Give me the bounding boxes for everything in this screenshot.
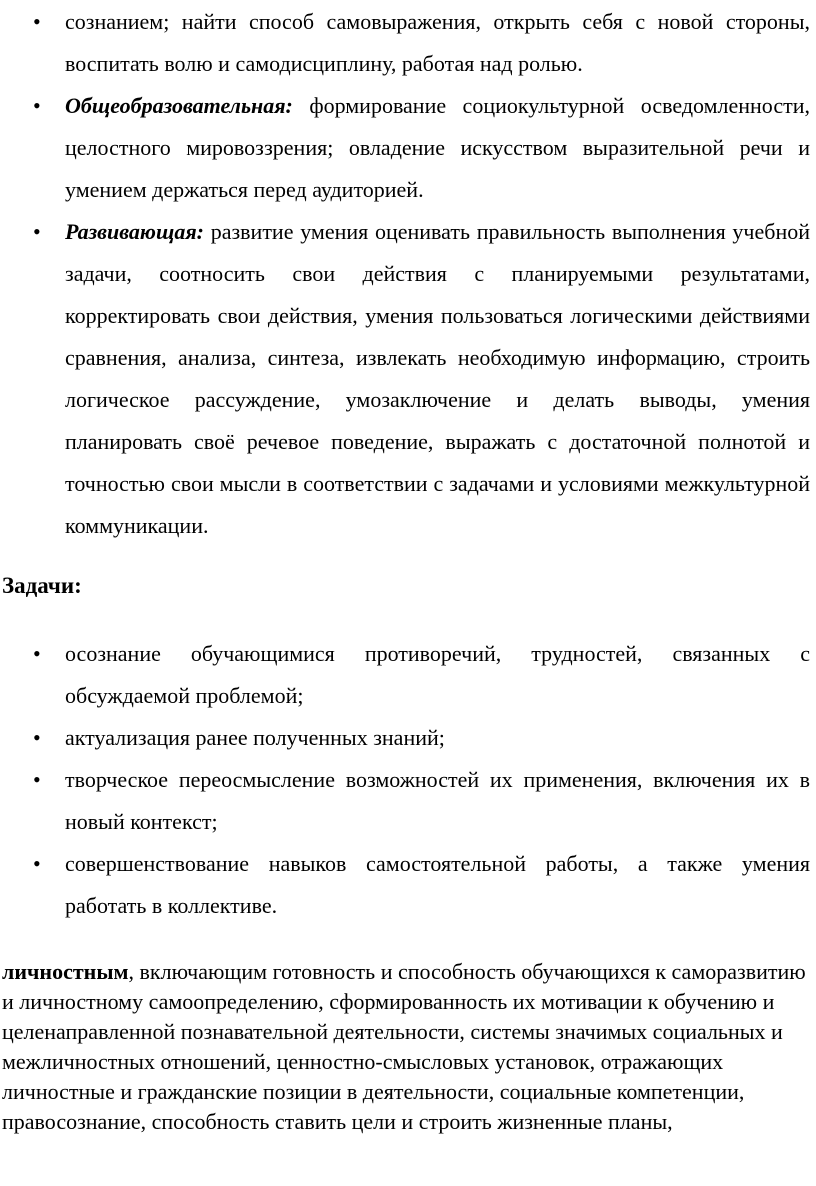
bullet-marker: • [33, 9, 41, 34]
goals-item-text [65, 1, 810, 85]
personal-results-body: , включающим готовность и способность обучающихся к саморазвитию и личностному самоопределению, сформированность их мотивации к обучению и целенаправленной познавательной деятельности, системы значимых социальных и межличностных отношений, ценностно-смысловых установок, отражающих личностные и гражданские позиции в деятельности, социальные компетенции, правосознание, способность ставить цели и строить жизненные планы, [2, 959, 806, 1134]
goals-item-body: сознанием; найти способ самовыражения, открыть себя с новой стороны, воспитать волю и самодисциплину, работая над ролью. [65, 9, 810, 76]
bullet-marker: • [33, 219, 41, 244]
bullet-marker: • [33, 767, 41, 792]
tasks-list-item [2, 759, 810, 843]
goals-list-item [2, 1, 810, 85]
goals-list-item [2, 85, 810, 211]
tasks-item-text: актуализация ранее полученных знаний; [65, 725, 445, 750]
bullet-marker: • [33, 641, 41, 666]
bullet-marker: • [33, 851, 41, 876]
tasks-item-text: осознание обучающимися противоречий, трудностей, связанных с обсуждаемой проблемой; [65, 641, 810, 708]
tasks-item-text: совершенствование навыков самостоятельной работы, а также умения работать в коллективе. [65, 851, 810, 918]
tasks-item-text: творческое переосмысление возможностей их применения, включения их в новый контекст; [65, 767, 810, 834]
goals-item-text [65, 85, 810, 211]
bullet-marker: • [33, 725, 41, 750]
tasks-list [2, 633, 810, 927]
tasks-list-item [2, 717, 810, 759]
bullet-marker: • [33, 93, 41, 118]
goals-list-item [2, 211, 810, 547]
personal-results-lead: личностным [2, 959, 129, 984]
goals-item-body: развитие умения оценивать правильность выполнения учебной задачи, соотносить свои действия с планируемыми результатами, корректировать свои действия, умения пользоваться логическими действиями сравнения, анализа, синтеза, извлекать необходимую информацию, строить логическое рассуждение, умозаключение и делать выводы, умения планировать своё речевое поведение, выражать с достаточной полнотой и точностью свои мысли в соответствии с задачами и условиями межкультурной коммуникации. [65, 219, 810, 538]
goals-item-lead: Общеобразовательная: [65, 93, 310, 118]
goals-list [2, 1, 810, 547]
goals-item-text [65, 211, 810, 547]
goals-item-body: формирование социокультурной осведомленности, целостного мировоззрения; овладение искусством выразительной речи и умением держаться перед аудиторией. [65, 93, 811, 202]
goals-item-lead: Развивающая: [65, 219, 211, 244]
tasks-section-heading: Задачи: [2, 573, 82, 598]
tasks-list-item [2, 633, 810, 717]
personal-results-paragraph [2, 957, 810, 1137]
tasks-list-item [2, 843, 810, 927]
